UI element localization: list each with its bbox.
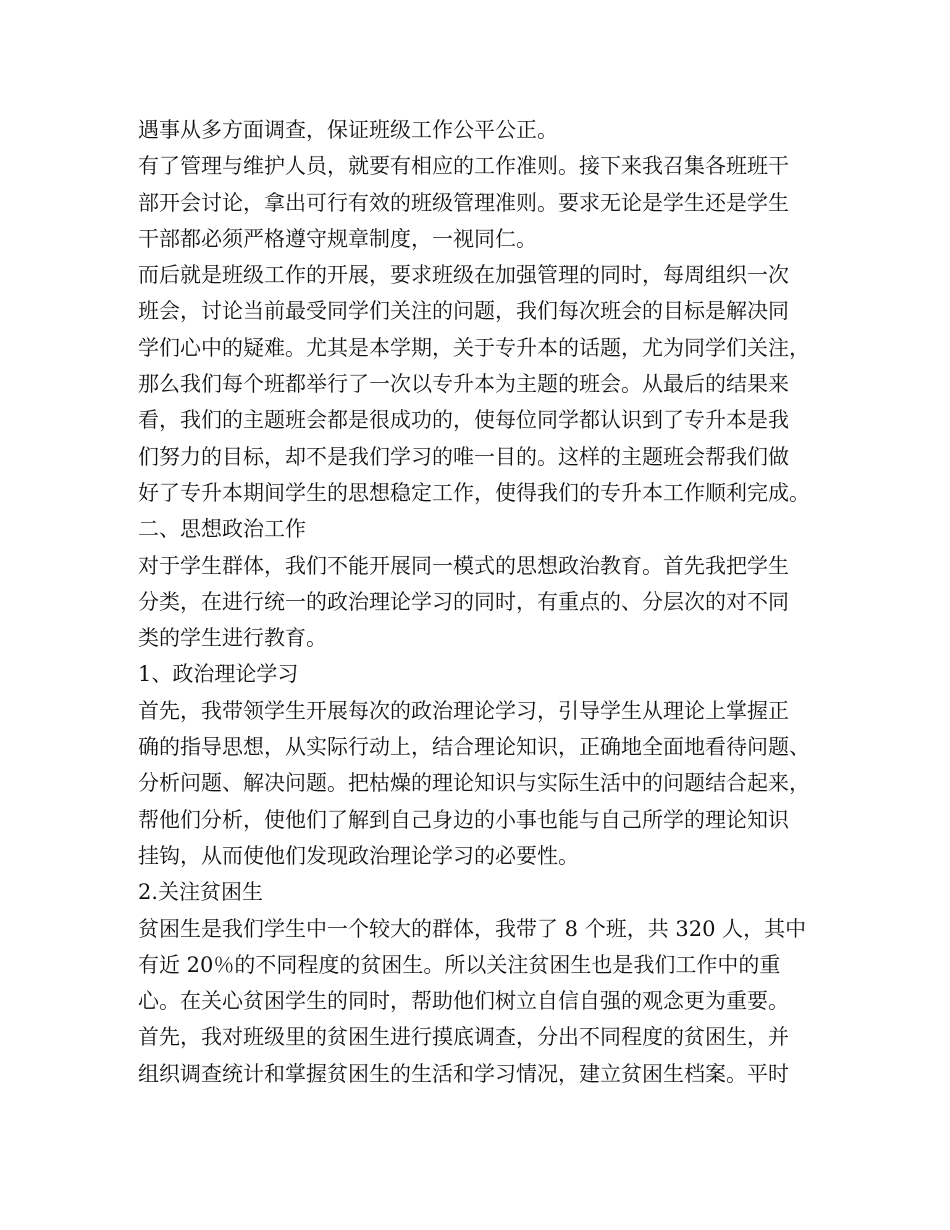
text-line: 干部都必须严格遵守规章制度，一视同仁。 — [138, 226, 537, 251]
text-line: 那么我们每个班都举行了一次以专升本为主题的班会。从最后的结果来 — [138, 372, 789, 397]
text-line: 对于学生群体，我们不能开展同一模式的思想政治教育。首先我把学生 — [138, 553, 789, 578]
document-body — [138, 112, 828, 1092]
text-line: 心。在关心贫困学生的同时，帮助他们树立自信自强的观念更为重要。 — [138, 989, 789, 1014]
text-line: 分类，在进行统一的政治理论学习的同时，有重点的、分层次的对不同 — [138, 589, 789, 614]
text-line: 们努力的目标，却不是我们学习的唯一目的。这样的主题班会帮我们做 — [138, 444, 789, 469]
text-line: 贫困生是我们学生中一个较大的群体，我带了 8 个班，共 320 人，其中 — [138, 916, 807, 941]
subsection-heading: 2.关注贫困生 — [138, 880, 264, 905]
text-line: 而后就是班级工作的开展，要求班级在加强管理的同时，每周组织一次 — [138, 263, 789, 288]
subsection-heading: 1、政治理论学习 — [138, 662, 299, 687]
text-line: 看，我们的主题班会都是很成功的，使每位同学都认识到了专升本是我 — [138, 408, 789, 433]
text-line: 遇事从多方面调查，保证班级工作公平公正。 — [138, 118, 558, 142]
text-line: 分析问题、解决问题。把枯燥的理论知识与实际生活中的问题结合起来， — [138, 771, 810, 796]
text-line: 有近 20％的不同程度的贫困生。所以关注贫困生也是我们工作中的重 — [138, 952, 781, 977]
text-line: 部开会讨论，拿出可行有效的班级管理准则。要求无论是学生还是学生 — [138, 190, 789, 215]
text-line: 班会，讨论当前最受同学们关注的问题，我们每次班会的目标是解决同 — [138, 299, 789, 324]
text-line: 首先，我对班级里的贫困生进行摸底调查，分出不同程度的贫困生，并 — [138, 1025, 789, 1050]
text-line: 挂钩，从而使他们发现政治理论学习的必要性。 — [138, 843, 579, 868]
text-line: 帮他们分析，使他们了解到自己身边的小事也能与自己所学的理论知识 — [138, 807, 789, 832]
text-line: 类的学生进行教育。 — [138, 626, 327, 651]
text-line: 好了专升本期间学生的思想稳定工作，使得我们的专升本工作顺利完成。 — [138, 480, 810, 505]
section-heading: 二、思想政治工作 — [138, 517, 306, 542]
text-line: 组织调查统计和掌握贫困生的生活和学习情况，建立贫困生档案。平时 — [138, 1061, 789, 1086]
text-line: 首先，我带领学生开展每次的政治理论学习，引导学生从理论上掌握正 — [138, 698, 789, 723]
text-line: 学们心中的疑难。尤其是本学期，关于专升本的话题，尤为同学们关注， — [138, 335, 810, 360]
text-line: 有了管理与维护人员，就要有相应的工作准则。接下来我召集各班班干 — [138, 154, 789, 179]
text-line: 确的指导思想，从实际行动上，结合理论知识，正确地全面地看待问题、 — [138, 735, 810, 760]
